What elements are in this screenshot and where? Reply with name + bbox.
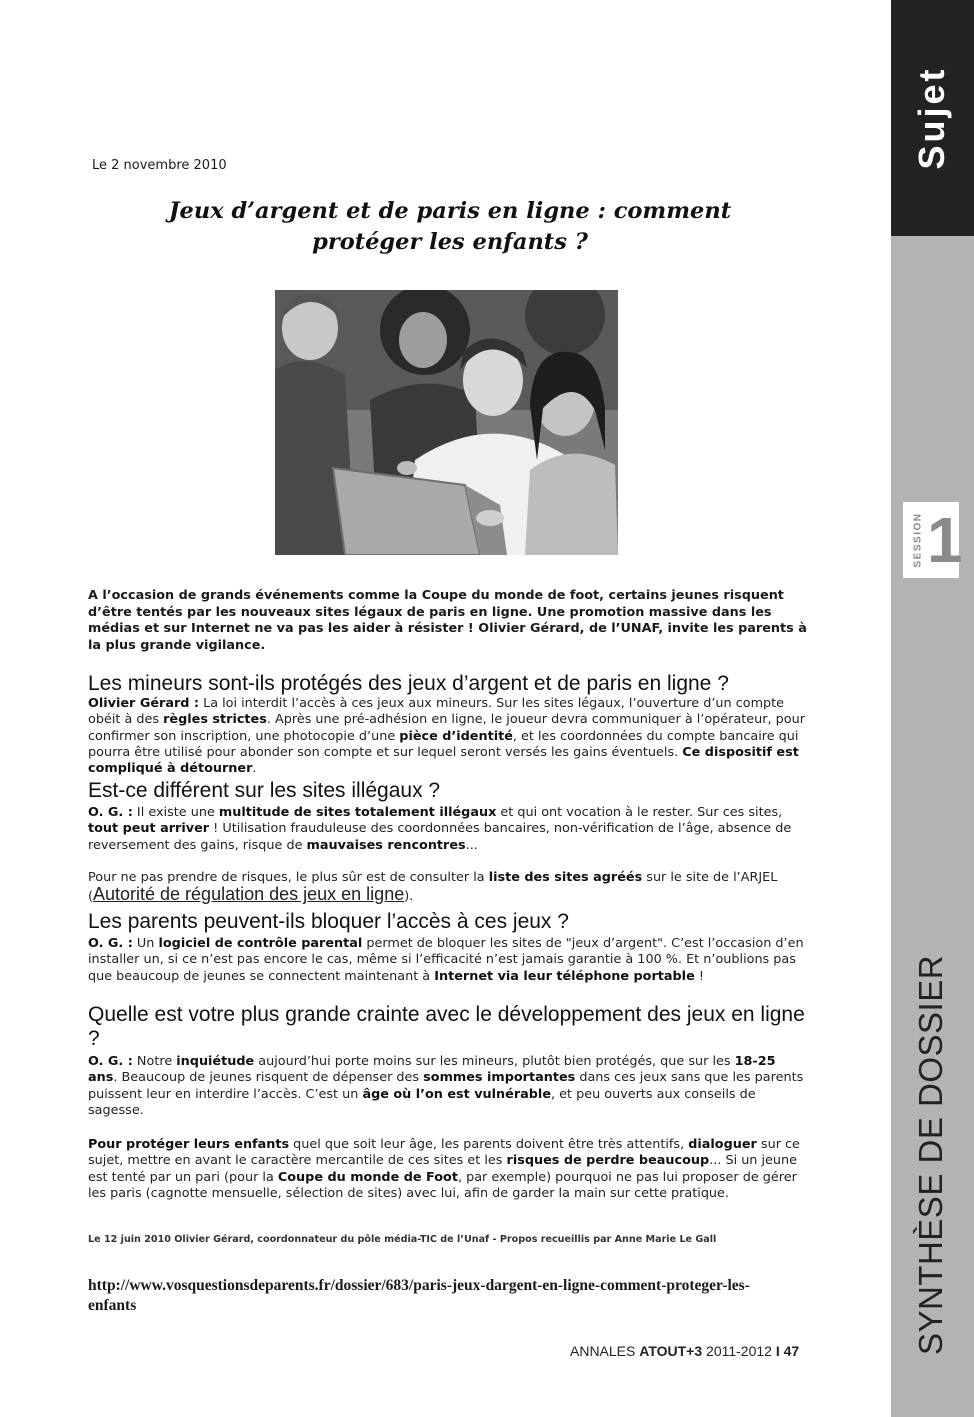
question-heading: Les parents peuvent-ils bloquer l’accès à ces jeux ? <box>88 910 569 933</box>
question-heading: Est-ce différent sur les sites illégaux ? <box>88 779 441 802</box>
question-heading: Les mineurs sont-ils protégés des jeux d’argent et de paris en ligne ? <box>88 672 729 695</box>
footer-brand: ATOUT+3 <box>639 1343 703 1359</box>
answer-text: , et les coordonnées du compte bancaire qui pourra être utilisé pour abonder son compte et sur lequel seront versés les gains éventuels. <box>88 728 799 760</box>
speaker-name: O. G. : <box>88 805 133 820</box>
article-date: Le 2 novembre 2010 <box>92 158 227 173</box>
paragraph-text: ... Si un jeune est tenté par un pari (pour la <box>88 1153 798 1185</box>
answer-emphasis: pièce d’identité <box>399 728 513 744</box>
footer-year: 2011-2012 <box>702 1343 776 1359</box>
session-badge <box>903 502 963 578</box>
paragraph-text: Pour ne pas prendre de risques, le plus sûr est de consulter la <box>88 870 489 885</box>
answer-text: Notre <box>132 1054 177 1069</box>
answer-text: . <box>252 761 257 777</box>
section-title: SYNTHÈSE DE DOSSIER <box>912 954 949 1356</box>
paragraph-text: ). <box>404 889 414 905</box>
session-label: SESSION <box>912 512 924 568</box>
answer-text: ! Utilisation frauduleuse des coordonnées bancaires, non-vérification de l’âge, absence de reversement des gains, risque de <box>88 821 792 853</box>
paragraph-emphasis: Coupe du monde de Foot <box>277 1169 458 1185</box>
answer-text: permet de bloquer les sites de "jeux d’argent". C’est l’occasion d’en installer un, si ce n’est pas encore le cas, même si l’efficacité n’est jamais garantie à 100 %. Et n’oublions pas que beaucoup de jeunes se connectent maintenant à <box>88 936 804 984</box>
speaker-name: O. G. : <box>88 1054 133 1069</box>
footer-separator: I <box>775 1343 780 1359</box>
article-title: Jeux d’argent et de paris en ligne : comment protéger les enfants ? <box>168 198 732 255</box>
answer-text: Un <box>132 936 159 951</box>
answer-emphasis: Ce dispositif est compliqué à détourner <box>88 744 799 777</box>
answer-emphasis: sommes importantes <box>423 1070 576 1086</box>
paragraph-text: quel que soit leur âge, les parents doivent être très attentifs, <box>289 1137 689 1152</box>
closing-paragraph <box>88 1137 808 1202</box>
footer-annales: ANNALES <box>570 1343 640 1359</box>
answer-paragraph <box>88 1054 808 1119</box>
paragraph-emphasis: liste des sites agréés <box>488 870 643 885</box>
article-credit: Le 12 juin 2010 Olivier Gérard, coordonnateur du pôle média-TIC de l’Unaf - Propos recueillis par Anne Marie Le Gall <box>88 1234 717 1245</box>
answer-emphasis: règles strictes <box>163 712 267 728</box>
paragraph-text: sur le site de l’ARJEL ( <box>88 870 778 905</box>
speaker-name: O. G. : <box>88 936 133 951</box>
answer-emphasis: âge où l’on est vulnérable <box>362 1086 551 1102</box>
paragraph-emphasis: dialoguer <box>688 1137 757 1152</box>
answer-emphasis: logiciel de contrôle parental <box>158 936 363 951</box>
arjel-link[interactable]: Autorité de régulation des jeux en ligne <box>93 884 405 905</box>
answer-text: aujourd’hui porte moins sur les mineurs, plutôt bien protégés, que sur les <box>254 1054 735 1069</box>
answer-text: ... <box>465 837 478 853</box>
answer-emphasis: 18-25 ans <box>88 1054 776 1086</box>
answer-emphasis: mauvaises rencontres <box>306 837 466 853</box>
answer-text: ! <box>694 968 704 984</box>
source-url[interactable]: http://www.vosquestionsdeparents.fr/dossier/683/paris-jeux-dargent-en-ligne-comment-proteger-les-enfants <box>88 1277 750 1314</box>
article-lead: A l’occasion de grands événements comme la Coupe du monde de foot, certains jeunes risquent d’être tentés par les nouveaux sites légaux de paris en ligne. Une promotion massive dans les médias et sur Internet ne va pas les aider à résister ! Olivier Gérard, de l’UNAF, invite les parents à la plus grande vigilance. <box>88 588 807 653</box>
paragraph-emphasis: Pour protéger leurs enfants <box>88 1137 290 1152</box>
session-number: 1 <box>927 504 963 576</box>
answer-paragraph <box>88 805 808 854</box>
paragraph-text: , par exemple) pourquoi ne pas lui proposer de gérer les paris (cagnotte mensuelle, sélection de sites) avec lui, afin de garder la main sur cette pratique. <box>88 1169 797 1201</box>
speaker-name: Olivier Gérard : <box>88 696 199 711</box>
question-heading: Quelle est votre plus grande crainte avec le développement des jeux en ligne ? <box>88 1003 805 1050</box>
answer-paragraph <box>88 936 808 985</box>
arjel-paragraph <box>88 870 808 906</box>
paragraph-text: sur ce sujet, mettre en avant le caractère mercantile de ces sites et les <box>88 1137 800 1169</box>
answer-text: La loi interdit l’accès à ces jeux aux mineurs. Sur les sites légaux, l’ouverture d’un compte obéit à des <box>88 696 785 728</box>
answer-text: . Beaucoup de jeunes risquent de dépenser des <box>113 1070 424 1086</box>
page-number: 47 <box>779 1343 800 1359</box>
sujet-tab <box>891 0 974 236</box>
page-footer <box>570 1343 799 1359</box>
answer-text: Il existe une <box>132 805 219 820</box>
answer-emphasis: multitude de sites totalement illégaux <box>218 805 497 820</box>
sujet-label: Sujet <box>911 66 952 170</box>
answer-text: dans ces jeux sans que les parents puissent leur en interdire l’accès. C’est un <box>88 1070 804 1102</box>
answer-emphasis: Internet via leur téléphone portable <box>434 968 695 984</box>
answer-paragraph <box>88 696 808 777</box>
answer-emphasis: tout peut arriver <box>88 821 210 837</box>
answer-text: , et peu ouverts aux conseils de sagesse. <box>88 1086 756 1118</box>
article-photo <box>275 290 618 555</box>
answer-text: . Après une pré-adhésion en ligne, le joueur devra communiquer à l’opérateur, pour confirmer son inscription, une photocopie d’une <box>88 712 806 744</box>
answer-text: et qui ont vocation à le rester. Sur ces sites, <box>496 805 783 820</box>
answer-emphasis: inquiétude <box>176 1054 255 1069</box>
side-band <box>891 0 974 1417</box>
paragraph-emphasis: risques de perdre beaucoup <box>506 1153 710 1169</box>
children-laptop-illustration <box>275 290 618 555</box>
